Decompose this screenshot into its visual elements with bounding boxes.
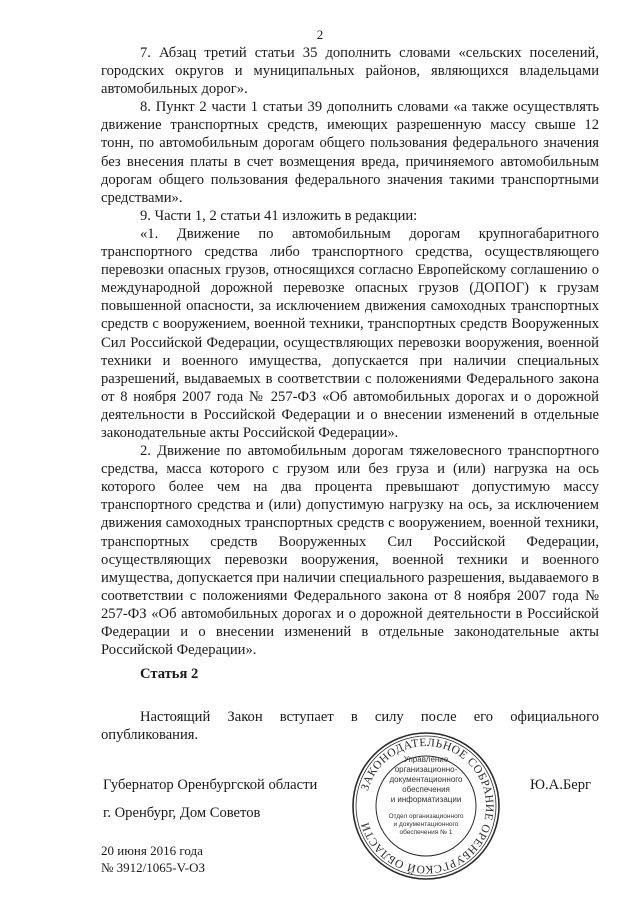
stamp-ring-text: ЗАКОНОДАТЕЛЬНОЕ СОБРАНИЕ ОРЕНБУРГСКОЙ ОБЛАСТИ — [359, 736, 496, 876]
paragraph-9-part-2: 2. Движение по автомобильным дорогам тяжеловесного транспортного средства, масса которого с грузом или без груза и (или) нагрузка на ось которого более чем на два процента превышают допустимую массу транспортного средства и (или) допустимую нагрузку на ось, за исключением движения самоходных транспортных средств с вооружением, военной техники, транспортных средств Вооруженных Сил Российской Федерации, осуществляющих перевозки вооружения, военной техники и военного имущества, допускается при наличии специального разрешения, выдаваемого в соответствии с положениями Федерального закона от 8 ноября 2007 года № 257-ФЗ «Об автомобильных дорогах и о дорожной деятельности в Российской Федерации и о внесении изменений в отдельные законодательные акты Российской Федерации». — [101, 443, 599, 659]
stamp-line: документационного — [389, 775, 463, 784]
stamp-dept-line: обеспечения № 1 — [399, 829, 453, 836]
final-paragraph: Настоящий Закон вступает в силу после его официального опубликования. — [101, 709, 599, 744]
stamp-line: обеспечения — [402, 785, 450, 794]
article-heading: Статья 2 — [140, 666, 199, 682]
signing-date: 20 июня 2016 года — [101, 843, 203, 858]
page-number: 2 — [316, 27, 324, 42]
stamp-line: организационно- — [394, 765, 458, 774]
paragraph-9: 9. Части 1, 2 статьи 41 изложить в редакции: — [140, 207, 418, 224]
stamp-dept-line: Отдел организационного — [388, 813, 464, 820]
paragraph-9-part-1: «1. Движение по автомобильным дорогам крупногабаритного транспортного средства либо транспортного средства, осуществляющего перевозки опасных грузов, относящихся согласно Европейскому соглашению о международной дорожной перевозке опасных грузов (ДОПОГ) к грузам повышенной опасности, за исключением движения самоходных транспортных средств с вооружением, военной техники, транспортных средств Вооруженных Сил Российской Федерации, осуществляющих перевозки вооружения, военной техники и военного имущества, допускается при наличии специальных разрешений, выдаваемых в соответствии с положениями Федерального закона от 8 ноября 2007 года № 257-ФЗ «Об автомобильных дорогах и о дорожной деятельности в Российской Федерации и о внесении изменений в отдельные законодательные акты Российской Федерации». — [101, 225, 599, 441]
paragraph-8: 8. Пункт 2 части 1 статьи 39 дополнить словами «а также осуществлять движение транспортных средств, имеющих разрешенную массу свыше 12 тонн, по автомобильным дорогам общего пользования федерального значения без внесения платы в счет возмещения вреда, причиняемого автомобильным дорогам общего пользования федерального значения такими транспортными средствами». — [101, 99, 599, 206]
law-number: № 3912/1065-V-ОЗ — [101, 860, 206, 875]
signing-details — [101, 842, 205, 876]
paragraph-7: 7. Абзац третий статьи 35 дополнить словами «сельских поселений, городских округов и муниципальных районов, являющихся владельцами автомобильных дорог». — [101, 45, 599, 98]
signing-place: г. Оренбург, Дом Советов — [103, 805, 261, 821]
signatory-name: Ю.А.Берг — [530, 777, 591, 793]
stamp-line: и информатизации — [390, 795, 462, 804]
signatory-title: Губернатор Оренбургской области — [103, 777, 318, 793]
stamp-line: Управление — [403, 755, 449, 764]
body-text — [101, 44, 599, 659]
stamp-inner-text — [385, 755, 467, 837]
stamp-dept-line: и документационного — [393, 821, 459, 828]
